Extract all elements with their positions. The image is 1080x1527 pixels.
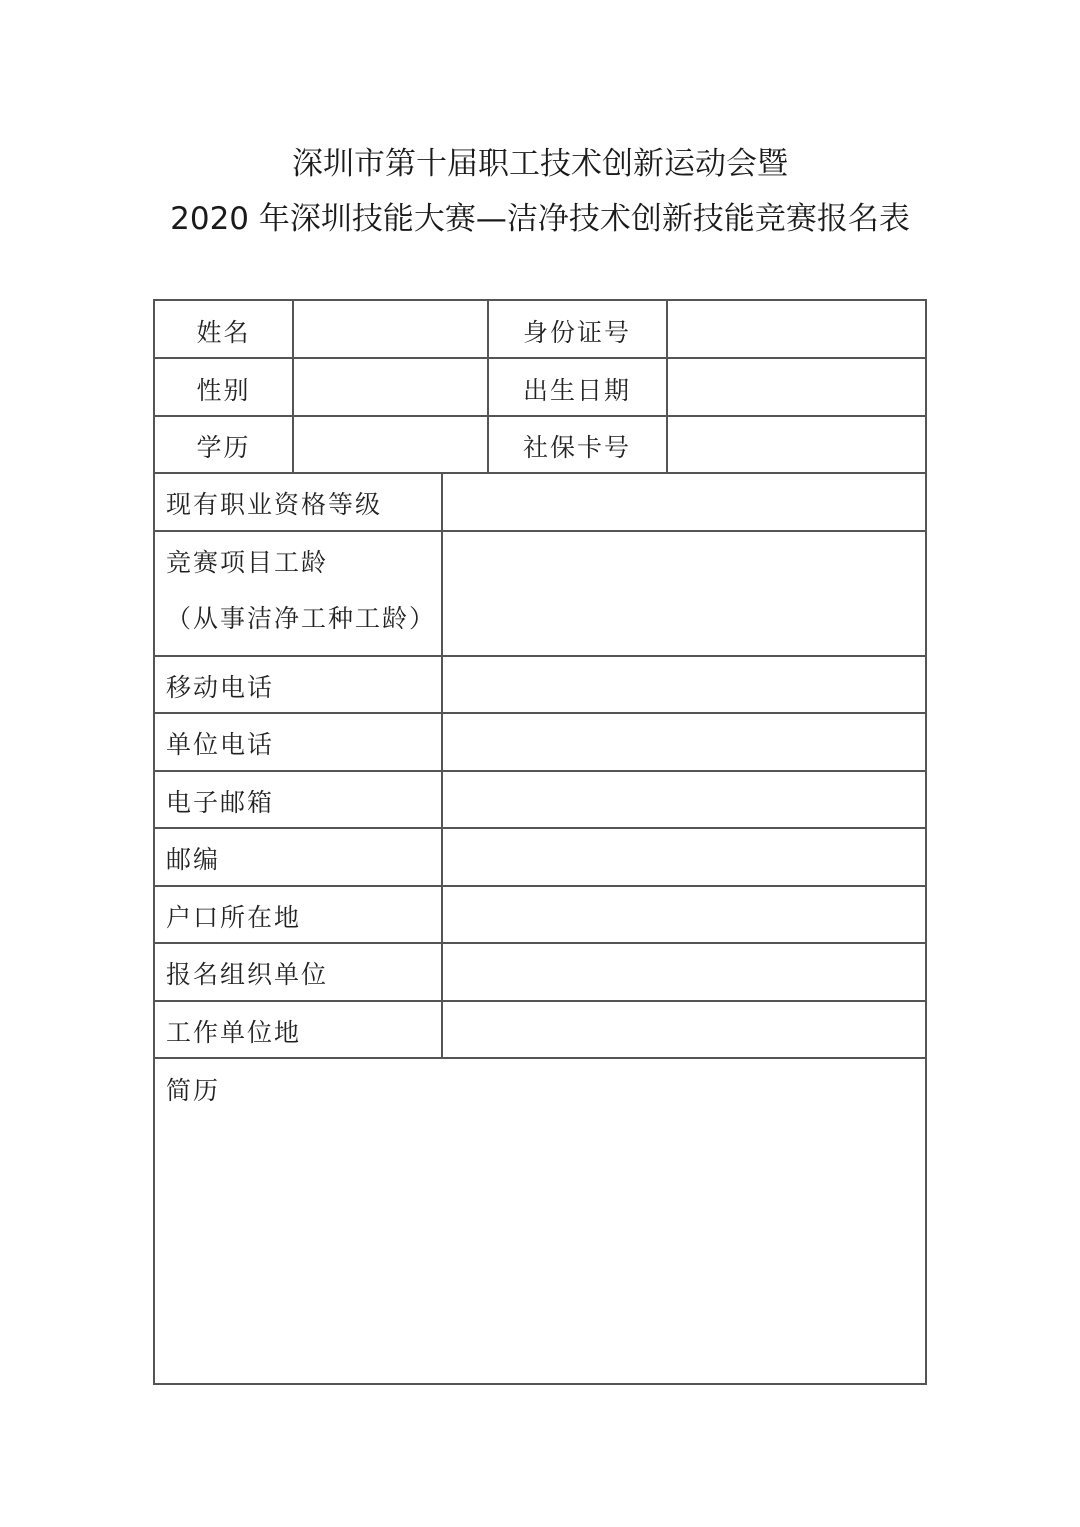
org-label: 报名组织单位	[166, 960, 329, 989]
mobile-label: 移动电话	[166, 673, 275, 702]
mobile-field[interactable]	[443, 657, 927, 712]
org-field[interactable]	[443, 944, 927, 1000]
email-field[interactable]	[443, 772, 927, 827]
office-phone-field[interactable]	[443, 714, 927, 770]
social-card-field[interactable]	[668, 416, 927, 472]
hukou-field[interactable]	[443, 887, 927, 942]
hukou-label: 户口所在地	[166, 903, 302, 932]
id-number-label: 身份证号	[522, 318, 631, 347]
zip-label: 邮编	[166, 845, 221, 874]
work-address-label: 工作单位地	[166, 1018, 302, 1047]
social-card-label: 社保卡号	[522, 433, 631, 462]
work-address-field[interactable]	[443, 1002, 927, 1057]
qualification-field[interactable]	[443, 474, 927, 530]
education-label: 学历	[196, 433, 251, 462]
resume-label: 简历	[166, 1076, 221, 1105]
office-phone-label: 单位电话	[166, 730, 275, 759]
work-years-field[interactable]	[443, 532, 927, 655]
gender-field[interactable]	[294, 359, 487, 415]
work-years-label: 竞赛项目工龄	[166, 548, 329, 577]
id-number-field[interactable]	[668, 301, 927, 357]
education-field[interactable]	[294, 416, 487, 472]
qualification-label: 现有职业资格等级	[166, 490, 383, 519]
zip-field[interactable]	[443, 829, 927, 885]
work-years-sublabel: （从事洁净工种工龄）	[166, 604, 437, 633]
birth-date-label: 出生日期	[522, 376, 631, 405]
resume-field[interactable]	[155, 1059, 927, 1385]
email-label: 电子邮箱	[166, 788, 275, 817]
gender-label: 性别	[196, 376, 251, 405]
birth-date-field[interactable]	[668, 359, 927, 415]
registration-form-table	[153, 299, 927, 1385]
form-title-line-1: 深圳市第十届职工技术创新运动会暨	[292, 146, 788, 182]
name-label: 姓名	[196, 318, 251, 347]
name-field[interactable]	[294, 301, 487, 357]
form-title-line-2: 2020 年深圳技能大赛—洁净技术创新技能竞赛报名表	[170, 201, 910, 237]
